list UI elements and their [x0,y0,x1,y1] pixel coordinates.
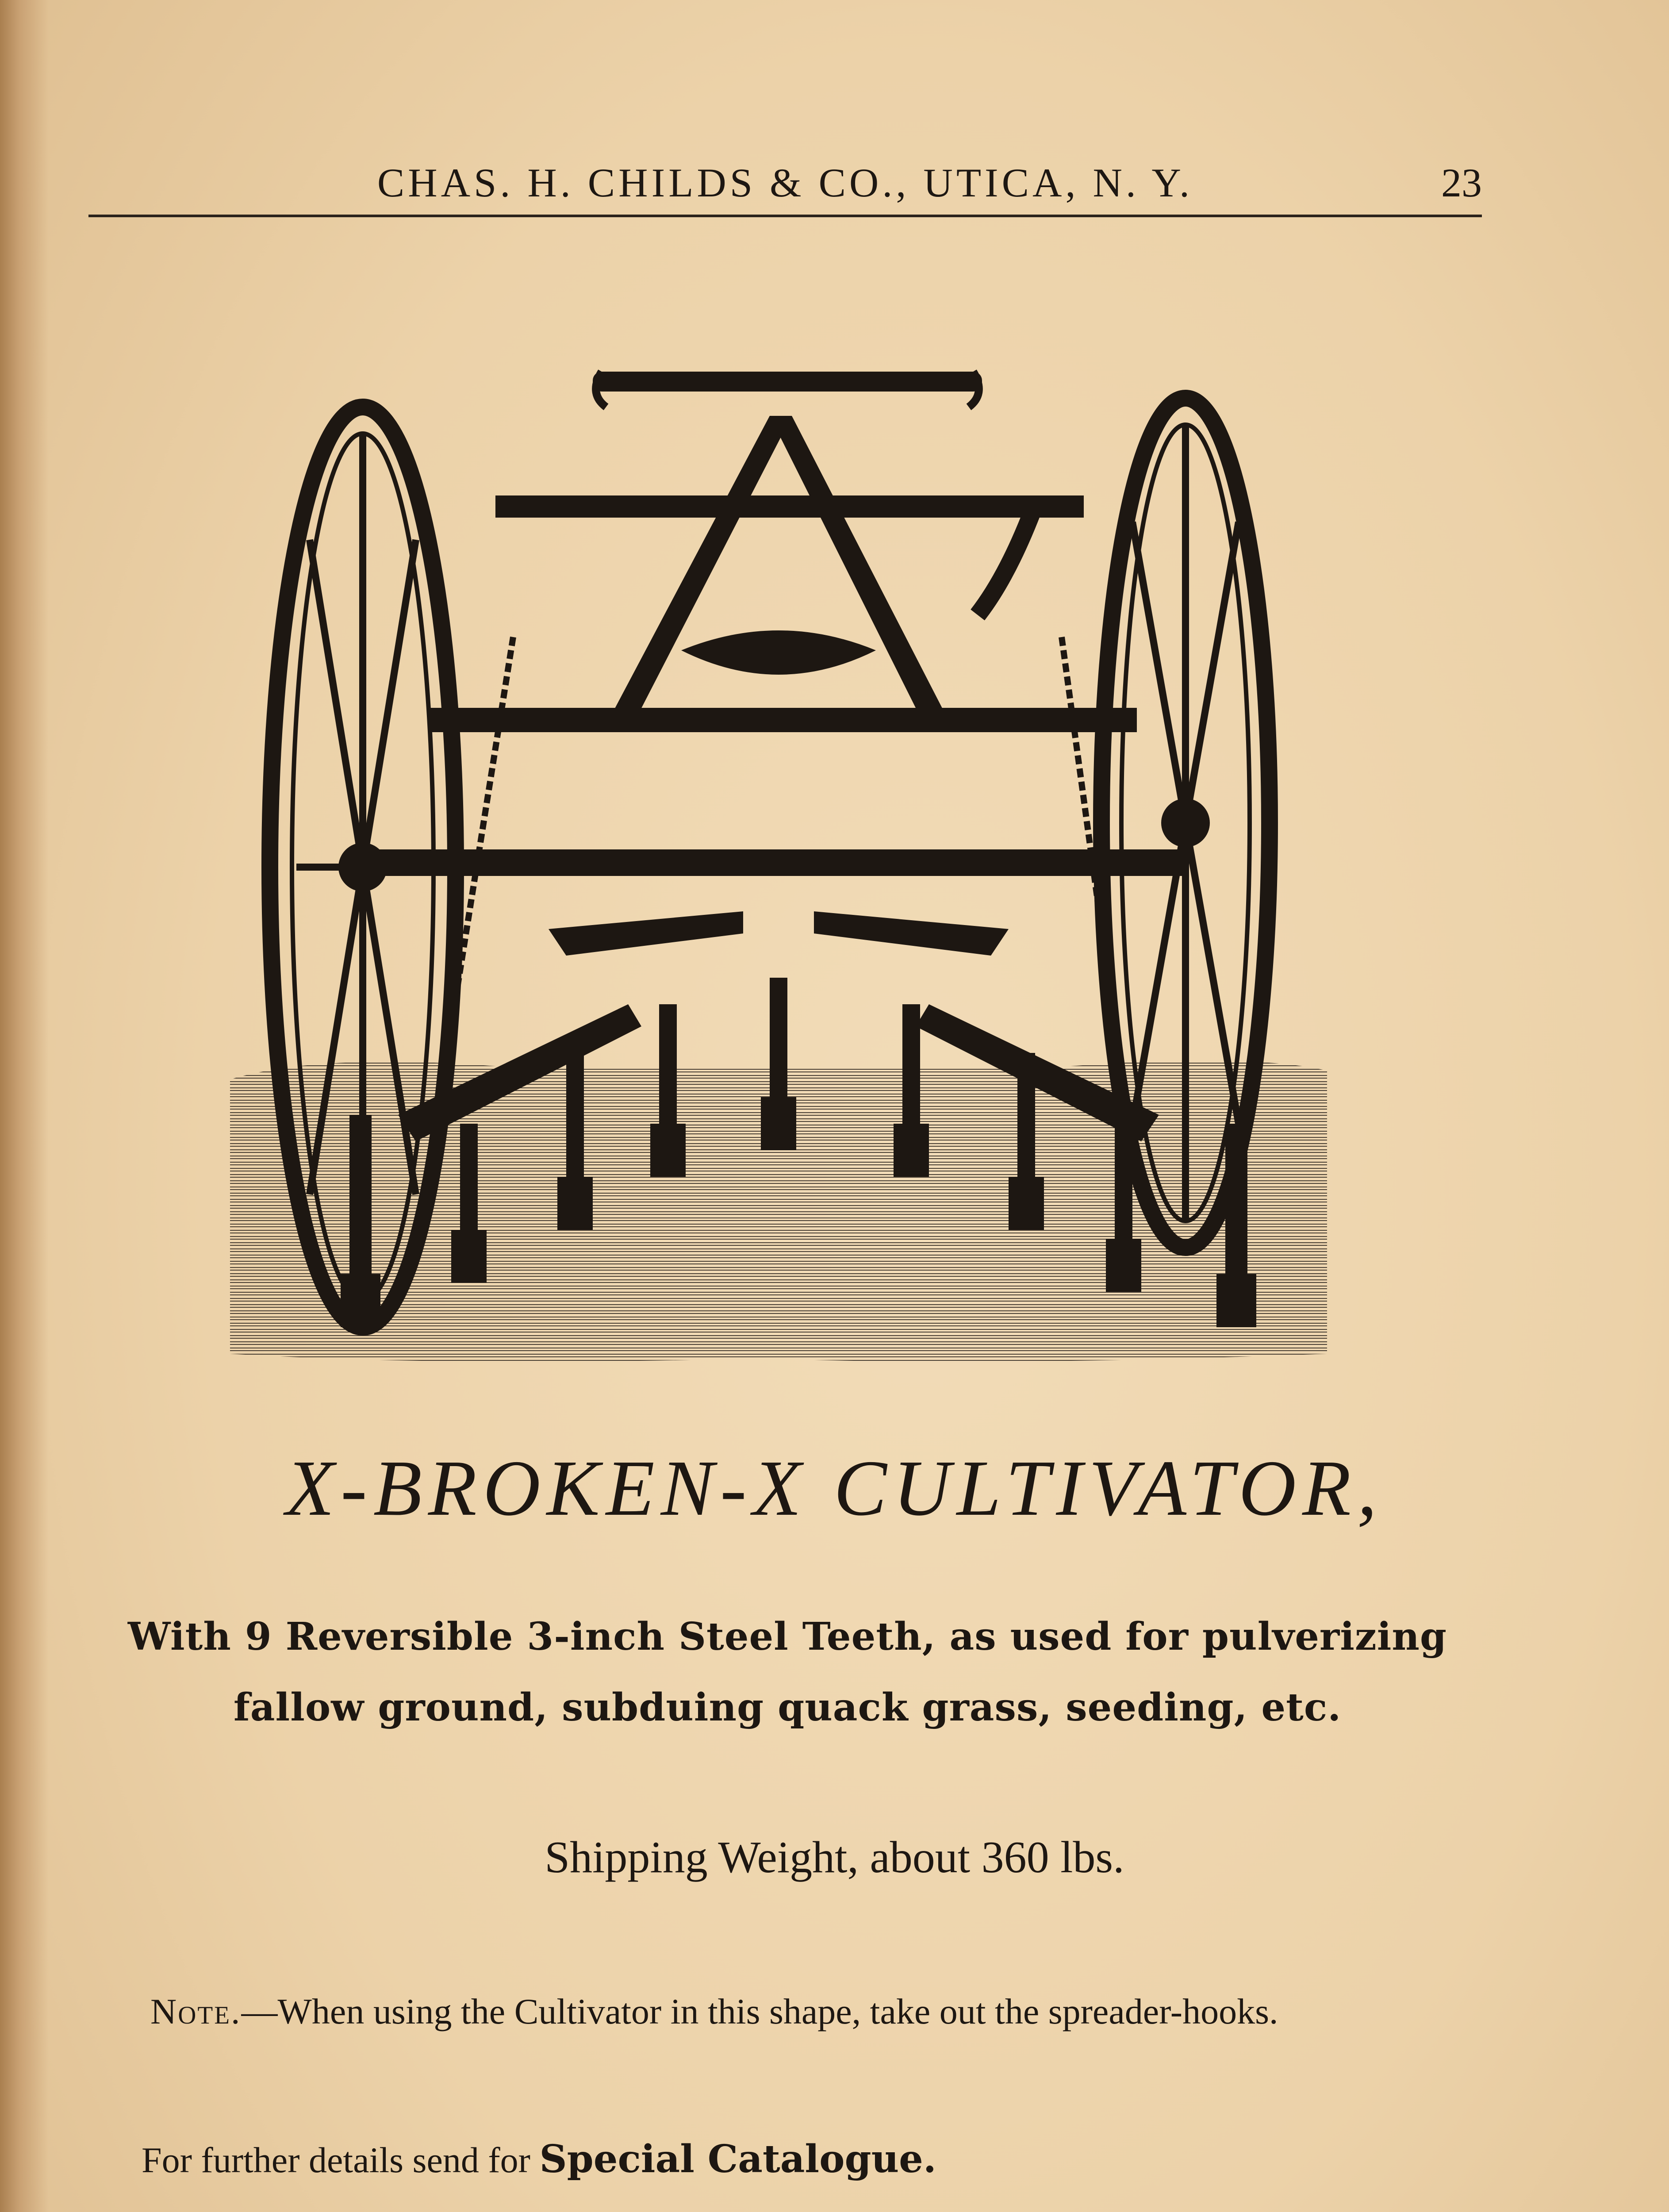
cultivator-illustration [230,363,1327,1371]
page-number: 23 [1441,160,1482,205]
cultivator-engraving-icon [230,363,1327,1371]
note-text: —When using the Cultivator in this shape, take out the spreader-hooks. [241,1991,1278,2032]
page-header [88,159,1482,212]
special-catalogue-link: Special Catalogue. [539,2137,936,2181]
further-prefix: For further details send for [142,2140,540,2180]
note [150,1991,1278,2032]
description-line-2: fallow ground, subduing quack grass, seeding, etc. [233,1685,1342,1730]
product-description [80,1601,1495,1743]
further-details [142,2137,936,2181]
header-title: CHAS. H. CHILDS & CO., UTICA, N. Y. [377,160,1193,205]
product-title: X-BROKEN-X CULTIVATOR, [285,1444,1383,1532]
description-line-1: With 9 Reversible 3-inch Steel Teeth, as used for pulverizing [127,1614,1447,1659]
shipping-weight: Shipping Weight, about 360 lbs. [545,1832,1124,1882]
note-label: Note. [150,1991,242,2032]
header-rule [88,215,1482,217]
